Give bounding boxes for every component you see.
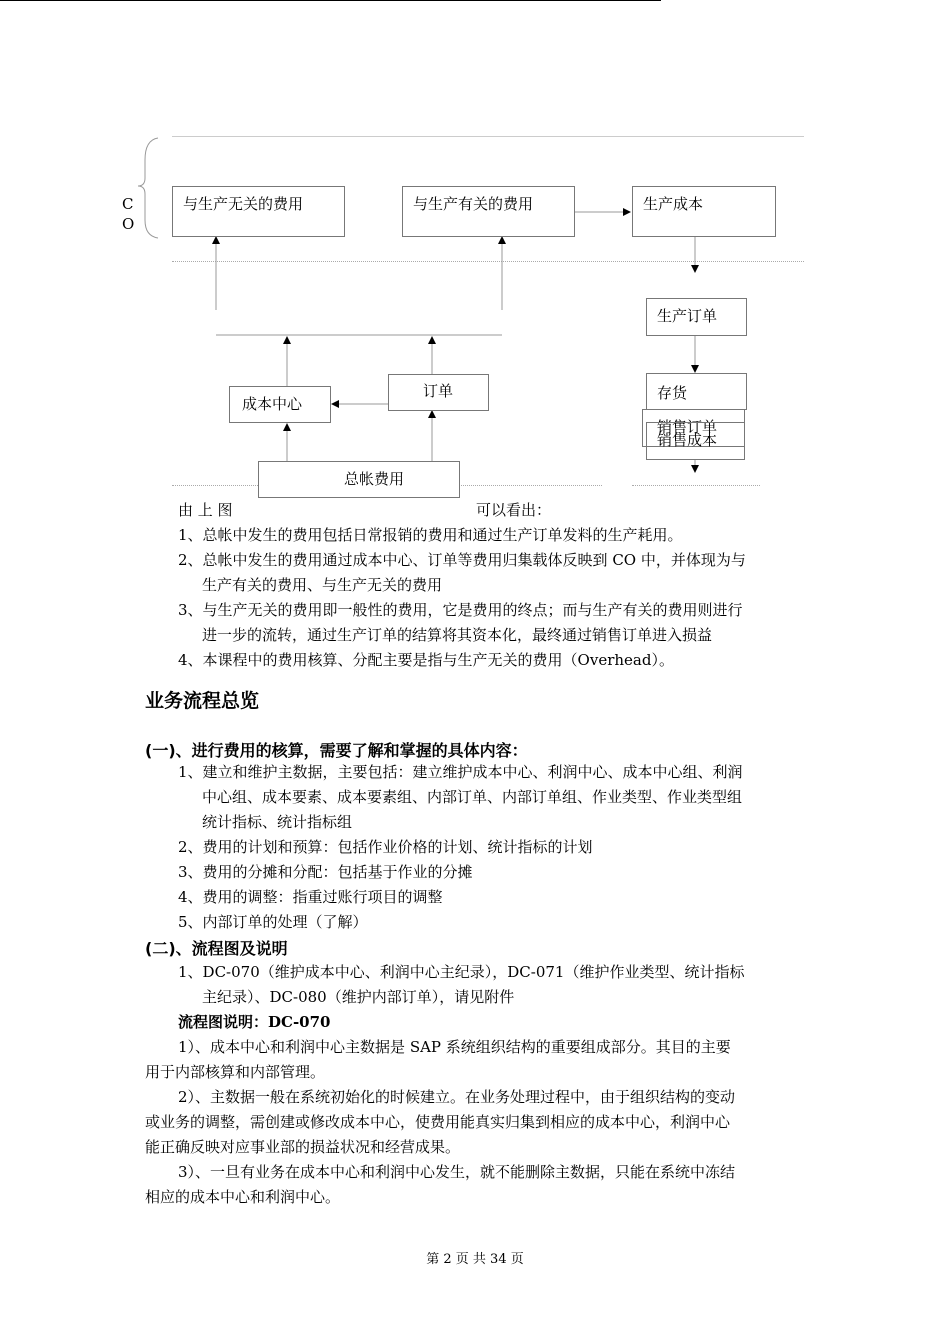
intro-point-3: 3、与生产无关的费用即一般性的费用，它是费用的终点；而与生产有关的费用则进行 [178, 601, 743, 619]
page-footer: 第 2 页 共 34 页 [426, 1252, 524, 1267]
intro-lead-a: 由 上 图 [178, 501, 233, 519]
part2-para-3-cont: 相应的成本中心和利润中心。 [145, 1188, 341, 1206]
part2-subtitle: 流程图说明：DC-070 [178, 1013, 331, 1031]
box-cost-center: 成本中心 [229, 386, 331, 423]
part1-line-2: 2、费用的计划和预算：包括作业价格的计划、统计指标的计划 [178, 838, 593, 856]
box-inventory: 存货 [646, 373, 747, 410]
part1-title: (一)、进行费用的核算，需要了解和掌握的具体内容： [145, 741, 528, 760]
box-related-cost: 与生产有关的费用 [402, 186, 575, 237]
box-order: 订单 [388, 374, 489, 411]
intro-point-2: 2、总帐中发生的费用通过成本中心、订单等费用归集载体反映到 CO 中，并体现为与 [178, 551, 746, 569]
part1-line-1-cont: 中心组、成本要素、成本要素组、内部订单、内部订单组、作业类型、作业类型组 [202, 788, 743, 806]
intro-point-2-cont: 生产有关的费用、与生产无关的费用 [202, 576, 443, 594]
part1-line-5: 5、内部订单的处理（了解） [178, 913, 368, 931]
part2-para-1-cont: 用于内部核算和内部管理。 [145, 1063, 326, 1081]
co-letter-o: O [122, 215, 135, 233]
part1-line-1: 1、建立和维护主数据，主要包括：建立维护成本中心、利润中心、成本中心组、利润 [178, 763, 743, 781]
intro-point-4: 4、本课程中的费用核算、分配主要是指与生产无关的费用（Overhead）。 [178, 651, 674, 669]
part2-title: (二)、流程图及说明 [145, 939, 288, 958]
box-unrelated-cost: 与生产无关的费用 [172, 186, 345, 237]
box-production-cost: 生产成本 [632, 186, 776, 237]
part2-line-1: 1、DC-070（维护成本中心、利润中心主纪录），DC-071（维护作业类型、统计指标 [178, 963, 745, 981]
part1-line-1-cont2: 统计指标、统计指标组 [202, 813, 353, 831]
co-brace [138, 138, 158, 238]
part2-para-2-cont2: 能正确反映对应事业部的损益状况和经营成果。 [145, 1138, 461, 1156]
box-production-order: 生产订单 [646, 298, 747, 336]
section-title: 业务流程总览 [145, 690, 260, 712]
part2-para-2-cont: 或业务的调整，需创建或修改成本中心，使费用能真实归集到相应的成本中心，利润中心 [145, 1113, 731, 1131]
part1-line-4: 4、费用的调整：指重过账行项目的调整 [178, 888, 443, 906]
part2-para-3: 3）、一旦有业务在成本中心和利润中心发生，就不能删除主数据，只能在系统中冻结 [178, 1163, 736, 1181]
box-gl-cost: 总帐费用 [258, 461, 460, 498]
box-sales-cost: 销售成本 [646, 422, 745, 460]
diagram-connectors [0, 0, 950, 520]
part1-line-3: 3、费用的分摊和分配：包括基于作业的分摊 [178, 863, 473, 881]
part2-para-2: 2）、主数据一般在系统初始化的时候建立。在业务处理过程中，由于组织结构的变动 [178, 1088, 736, 1106]
intro-point-1: 1、总帐中发生的费用包括日常报销的费用和通过生产订单发料的生产耗用。 [178, 526, 683, 544]
box-sales-order: 销售订单 [642, 409, 745, 447]
part2-para-1: 1）、成本中心和利润中心主数据是 SAP 系统组织结构的重要组成部分。其目的主要 [178, 1038, 731, 1056]
part2-line-1-cont: 主纪录）、DC-080（维护内部订单），请见附件 [202, 988, 515, 1006]
co-label [122, 194, 134, 234]
intro-point-3-cont: 进一步的流转，通过生产订单的结算将其资本化，最终通过销售订单进入损益 [202, 626, 713, 644]
co-letter-c: C [122, 195, 134, 213]
intro-lead-b: 可以看出： [476, 501, 552, 519]
